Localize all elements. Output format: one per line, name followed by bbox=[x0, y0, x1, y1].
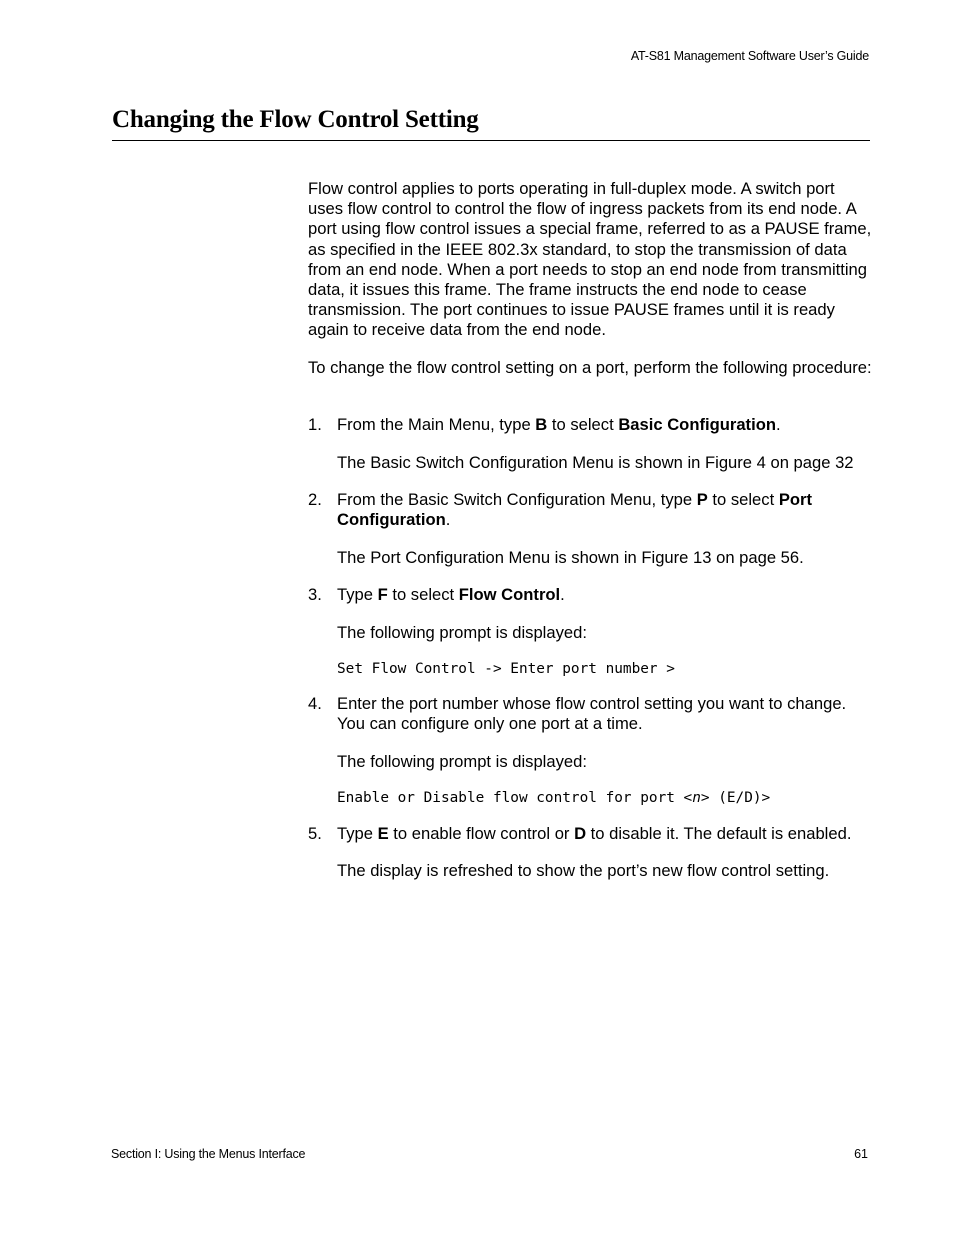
section-title: Changing the Flow Control Setting bbox=[112, 106, 479, 133]
step-2-number: 2. bbox=[308, 490, 322, 509]
step-2-text: From the Basic Switch Configuration Menu, type P to select Port Configuration. bbox=[337, 490, 812, 530]
intro-paragraph: Flow control applies to ports operating in full-duplex mode. A switch port uses flow control to control the flow of ingress packets from its end node. A port using flow control issues a special frame, referred to as a PAUSE frame, as specified in the IEEE 802.3x standard, to stop the transmission of data from an end node. When a port needs to stop an end node from transmitting data, it issues this frame. The frame instructs the end node to cease transmission. The port continues to issue PAUSE frames until it is ready again to receive data from the end node. bbox=[308, 179, 872, 340]
step-5-key-enable: E bbox=[377, 824, 389, 843]
running-header: AT-S81 Management Software User’s Guide bbox=[630, 49, 869, 63]
step-3-text: Type F to select Flow Control. bbox=[337, 585, 565, 604]
step-1-number: 1. bbox=[308, 415, 322, 434]
step-4-number: 4. bbox=[308, 694, 322, 713]
port-number-variable: n bbox=[692, 790, 701, 806]
step-4-text: Enter the port number whose flow control setting you want to change. You can configure only one port at a time. bbox=[337, 694, 847, 734]
step-2-key: P bbox=[696, 490, 708, 509]
footer-page-number: 61 bbox=[854, 1147, 868, 1161]
step-1-text: From the Main Menu, type B to select Basic Configuration. bbox=[337, 415, 781, 434]
step-5-note: The display is refreshed to show the port’s new flow control setting. bbox=[337, 861, 830, 880]
step-3-number: 3. bbox=[308, 585, 322, 604]
step-1-target: Basic Configuration bbox=[618, 415, 776, 434]
step-3-target: Flow Control bbox=[458, 585, 561, 604]
step-5-text: Type E to enable flow control or D to disable it. The default is enabled. bbox=[337, 824, 852, 843]
step-2-target: Port Configuration bbox=[337, 490, 812, 530]
step-4-prompt: Enable or Disable flow control for port <n> (E/D)> bbox=[337, 790, 771, 806]
step-4-note: The following prompt is displayed: bbox=[337, 752, 587, 771]
procedure-lead: To change the flow control setting on a port, perform the following procedure: bbox=[308, 358, 872, 377]
step-1-key: B bbox=[535, 415, 548, 434]
step-3-prompt: Set Flow Control -> Enter port number > bbox=[337, 661, 675, 677]
step-1-note: The Basic Switch Configuration Menu is shown in Figure 4 on page 32 bbox=[337, 453, 854, 472]
step-5-number: 5. bbox=[308, 824, 322, 843]
footer-section-label: Section I: Using the Menus Interface bbox=[111, 1147, 306, 1161]
step-2-note: The Port Configuration Menu is shown in Figure 13 on page 56. bbox=[337, 548, 804, 567]
step-5-key-disable: D bbox=[574, 824, 587, 843]
title-rule bbox=[112, 140, 870, 141]
step-3-note: The following prompt is displayed: bbox=[337, 623, 587, 642]
step-3-key: F bbox=[377, 585, 388, 604]
